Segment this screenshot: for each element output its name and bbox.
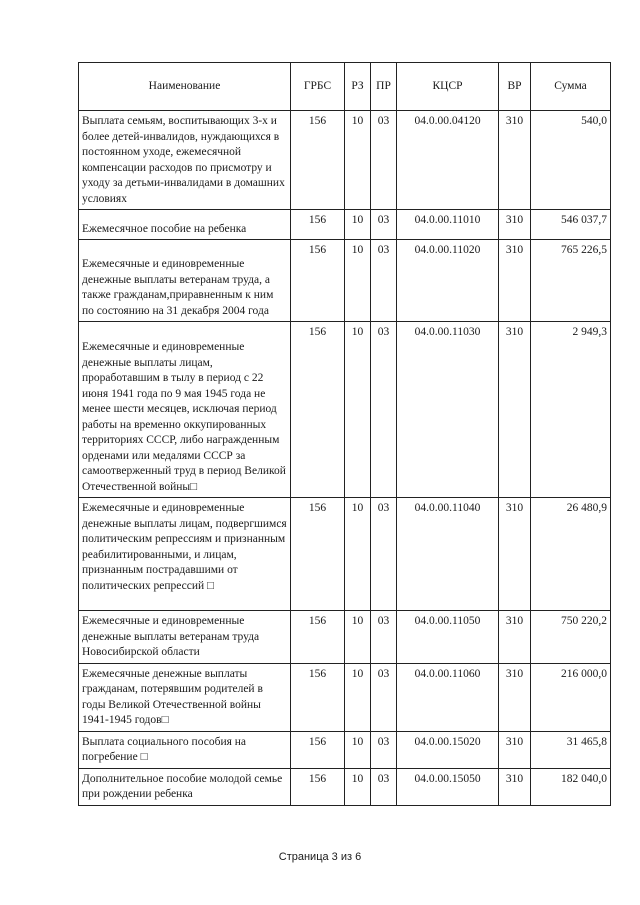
cell-sum: 2 949,3 bbox=[531, 322, 611, 498]
cell-sum: 31 465,8 bbox=[531, 731, 611, 768]
cell-name-text: Ежемесячные и единовременные денежные выплаты лицам, проработавшим в тылу в период с 22 июня 1941 года по 9 мая 1945 года не менее шести месяцев, исключая период работы на временно оккупированных территориях СССР, либо награжденным орденами или медалями СССР за самоотверженный труд в период Великой Отечественной войны bbox=[82, 341, 286, 493]
cell-rz: 10 bbox=[345, 663, 371, 731]
cell-vr: 310 bbox=[499, 498, 531, 611]
cell-rz: 10 bbox=[345, 768, 371, 805]
cell-sum: 750 220,2 bbox=[531, 611, 611, 664]
cell-pr: 03 bbox=[371, 322, 397, 498]
table-row bbox=[79, 322, 611, 498]
cell-sum: 765 226,5 bbox=[531, 240, 611, 322]
cell-kcsr: 04.0.00.11050 bbox=[397, 611, 499, 664]
cell-rz: 10 bbox=[345, 240, 371, 322]
cell-name bbox=[79, 663, 291, 731]
cell-name-text: Выплата социального пособия на погребение bbox=[82, 735, 247, 763]
cell-rz: 10 bbox=[345, 210, 371, 240]
cell-vr: 310 bbox=[499, 322, 531, 498]
table-row bbox=[79, 663, 611, 731]
cell-pr: 03 bbox=[371, 731, 397, 768]
cell-grbs: 156 bbox=[291, 768, 345, 805]
cell-pr: 03 bbox=[371, 240, 397, 322]
table-row bbox=[79, 611, 611, 664]
cell-pr: 03 bbox=[371, 111, 397, 210]
cell-name bbox=[79, 731, 291, 768]
header-grbs: ГРБС bbox=[291, 63, 345, 111]
cell-kcsr: 04.0.00.11020 bbox=[397, 240, 499, 322]
header-sum: Сумма bbox=[531, 63, 611, 111]
cell-name: Выплата семьям, воспитывающих 3-х и более детей-инвалидов, нуждающихся в постоянном уходе, ежемесячной компенсации расходов по присмотру и уходу за детьми-инвалидами в домашних условиях bbox=[79, 111, 291, 210]
missing-glyph-box: □ bbox=[140, 751, 148, 763]
cell-grbs: 156 bbox=[291, 731, 345, 768]
header-pr: ПР bbox=[371, 63, 397, 111]
cell-grbs: 156 bbox=[291, 111, 345, 210]
cell-name bbox=[79, 498, 291, 611]
cell-pr: 03 bbox=[371, 663, 397, 731]
cell-pr: 03 bbox=[371, 498, 397, 611]
cell-name: Ежемесячное пособие на ребенка bbox=[79, 210, 291, 240]
cell-kcsr: 04.0.00.15020 bbox=[397, 731, 499, 768]
cell-grbs: 156 bbox=[291, 611, 345, 664]
cell-vr: 310 bbox=[499, 210, 531, 240]
page-number: Страница 3 из 6 bbox=[278, 851, 362, 863]
table-row bbox=[79, 731, 611, 768]
cell-rz: 10 bbox=[345, 322, 371, 498]
cell-grbs: 156 bbox=[291, 498, 345, 611]
cell-rz: 10 bbox=[345, 611, 371, 664]
cell-sum: 216 000,0 bbox=[531, 663, 611, 731]
cell-vr: 310 bbox=[499, 768, 531, 805]
cell-name: Ежемесячные и единовременные денежные выплаты ветеранам труда, а также гражданам,приравненным к ним по состоянию на 31 декабря 2004 года bbox=[79, 240, 291, 322]
cell-rz: 10 bbox=[345, 111, 371, 210]
cell-sum: 26 480,9 bbox=[531, 498, 611, 611]
missing-glyph-box: □ bbox=[190, 480, 198, 493]
table-row bbox=[79, 498, 611, 611]
cell-name-text: Ежемесячные денежные выплаты гражданам, потерявшим родителей в годы Великой Отечественной войны 1941-1945 годов bbox=[82, 667, 263, 726]
header-rz: РЗ bbox=[345, 63, 371, 111]
cell-kcsr: 04.0.00.11010 bbox=[397, 210, 499, 240]
cell-pr: 03 bbox=[371, 210, 397, 240]
cell-grbs: 156 bbox=[291, 663, 345, 731]
missing-glyph-box: □ bbox=[161, 714, 169, 726]
cell-sum: 546 037,7 bbox=[531, 210, 611, 240]
cell-grbs: 156 bbox=[291, 322, 345, 498]
header-kcsr: КЦСР bbox=[397, 63, 499, 111]
cell-name: Ежемесячные и единовременные денежные выплаты ветеранам труда Новосибирской области bbox=[79, 611, 291, 664]
cell-pr: 03 bbox=[371, 611, 397, 664]
cell-grbs: 156 bbox=[291, 210, 345, 240]
table-row bbox=[79, 240, 611, 322]
cell-vr: 310 bbox=[499, 663, 531, 731]
cell-rz: 10 bbox=[345, 731, 371, 768]
cell-pr: 03 bbox=[371, 768, 397, 805]
header-vr: ВР bbox=[499, 63, 531, 111]
cell-vr: 310 bbox=[499, 240, 531, 322]
cell-kcsr: 04.0.00.11040 bbox=[397, 498, 499, 611]
cell-vr: 310 bbox=[499, 731, 531, 768]
cell-kcsr: 04.0.00.15050 bbox=[397, 768, 499, 805]
cell-name-text: Ежемесячные и единовременные денежные выплаты лицам, подвергшимся политическим репрессиям и признанным реабилитированными, и лицам, признанным пострадавшими от политических репрессий bbox=[82, 502, 287, 592]
cell-sum: 182 040,0 bbox=[531, 768, 611, 805]
cell-sum: 540,0 bbox=[531, 111, 611, 210]
budget-table bbox=[78, 62, 611, 806]
table-row bbox=[79, 768, 611, 805]
cell-name: Дополнительное пособие молодой семье при рождении ребенка bbox=[79, 768, 291, 805]
cell-grbs: 156 bbox=[291, 240, 345, 322]
cell-rz: 10 bbox=[345, 498, 371, 611]
cell-name bbox=[79, 322, 291, 498]
table-row bbox=[79, 210, 611, 240]
missing-glyph-box: □ bbox=[207, 579, 214, 592]
cell-vr: 310 bbox=[499, 611, 531, 664]
cell-kcsr: 04.0.00.11060 bbox=[397, 663, 499, 731]
table-header-row bbox=[79, 63, 611, 111]
cell-kcsr: 04.0.00.04120 bbox=[397, 111, 499, 210]
table-row bbox=[79, 111, 611, 210]
cell-vr: 310 bbox=[499, 111, 531, 210]
cell-kcsr: 04.0.00.11030 bbox=[397, 322, 499, 498]
header-name: Наименование bbox=[79, 63, 291, 111]
